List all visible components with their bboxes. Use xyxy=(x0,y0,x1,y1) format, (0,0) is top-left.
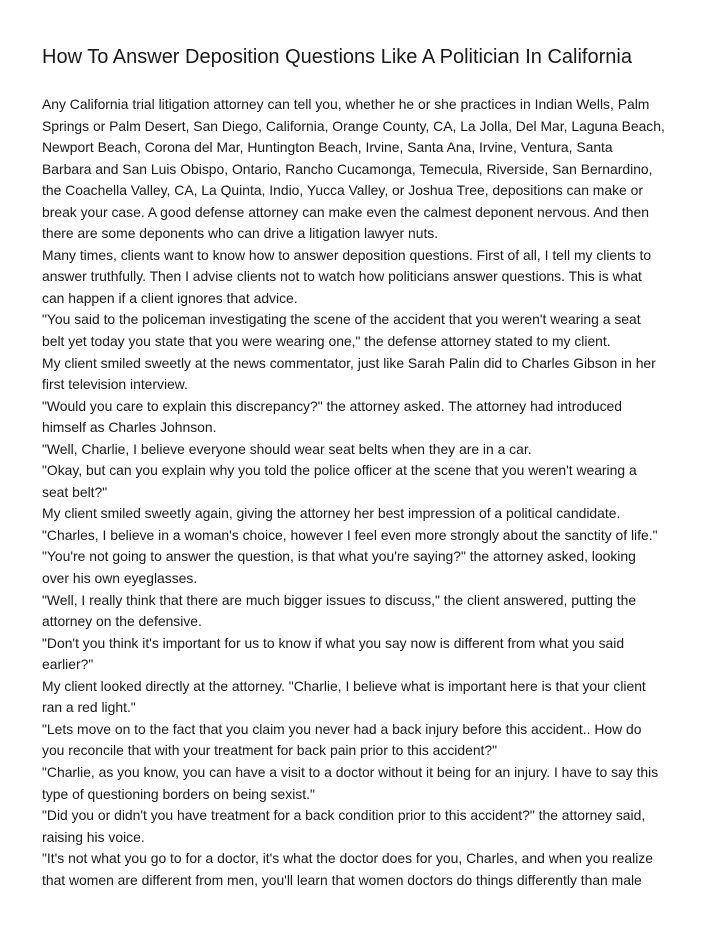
page-title: How To Answer Deposition Questions Like A Politician In California xyxy=(42,46,632,68)
text-line: first television interview. xyxy=(42,376,188,393)
text-line: belt yet today you state that you were wearing one," the defense attorney stated to my client. xyxy=(42,333,611,350)
text-line: "Well, Charlie, I believe everyone should wear seat belts when they are in a car. xyxy=(42,440,532,457)
text-line: over his own eyeglasses. xyxy=(42,570,198,587)
text-line: Barbara and San Luis Obispo, Ontario, Rancho Cucamonga, Temecula, Riverside, San Bernardino, xyxy=(42,160,653,177)
text-line: "Don't you think it's important for us to know if what you say now is different from what you said xyxy=(42,634,625,651)
text-line: "You're not going to answer the question, is that what you're saying?" the attorney asked, looking xyxy=(42,548,636,565)
text-line: Many times, clients want to know how to answer deposition questions. First of all, I tell my clients to xyxy=(42,246,652,263)
article-body xyxy=(42,94,702,891)
text-line: the Coachella Valley, CA, La Quinta, Indio, Yucca Valley, or Joshua Tree, depositions can make or xyxy=(42,182,643,199)
text-line: "Well, I really think that there are much bigger issues to discuss," the client answered, putting the xyxy=(42,591,637,608)
text-line: "Charlie, as you know, you can have a visit to a doctor without it being for an injury. I have to say this xyxy=(42,763,659,780)
text-line: seat belt?" xyxy=(42,483,108,500)
text-line: Any California trial litigation attorney can tell you, whether he or she practices in Indian Wells, Palm xyxy=(42,96,650,112)
text-line: that women are different from men, you'll learn that women doctors do things differently than male xyxy=(42,871,642,888)
text-line: "Okay, but can you explain why you told the police officer at the scene that you weren't wearing a xyxy=(42,462,637,479)
text-line: My client smiled sweetly at the news commentator, just like Sarah Palin did to Charles Gibson in her xyxy=(42,354,656,371)
text-line: earlier?" xyxy=(42,656,94,673)
text-line: ran a red light." xyxy=(42,699,136,716)
text-line: can happen if a client ignores that advice. xyxy=(42,289,298,306)
text-line: "Lets move on to the fact that you claim you never had a back injury before this accident.. How do xyxy=(42,720,642,737)
text-line: there are some deponents who can drive a litigation lawyer nuts. xyxy=(42,225,439,242)
text-line: Newport Beach, Corona del Mar, Huntington Beach, Irvine, Santa Ana, Irvine, Ventura, Santa xyxy=(42,139,613,156)
text-line: type of questioning borders on being sexist." xyxy=(42,785,315,802)
text-line: answer truthfully. Then I advise clients not to watch how politicians answer questions. This is what xyxy=(42,268,642,285)
text-line: himself as Charles Johnson. xyxy=(42,419,217,436)
text-line: "Would you care to explain this discrepancy?" the attorney asked. The attorney had introduced xyxy=(42,397,622,414)
text-line: "You said to the policeman investigating the scene of the accident that you weren't wearing a seat xyxy=(42,311,641,328)
text-line: "Did you or didn't you have treatment for a back condition prior to this accident?" the attorney said, xyxy=(42,807,646,824)
text-line: "It's not what you go to for a doctor, it's what the doctor does for you, Charles, and when you realize xyxy=(42,850,653,867)
text-line: Springs or Palm Desert, San Diego, California, Orange County, CA, La Jolla, Del Mar, Laguna Beach, xyxy=(42,117,665,134)
text-line: raising his voice. xyxy=(42,828,145,845)
text-line: My client looked directly at the attorney. "Charlie, I believe what is important here is that your client xyxy=(42,677,646,694)
text-line: break your case. A good defense attorney can make even the calmest deponent nervous. And then xyxy=(42,203,649,220)
text-line: "Charles, I believe in a woman's choice, however I feel even more strongly about the sanctity of life." xyxy=(42,526,658,543)
text-line: My client smiled sweetly again, giving the attorney her best impression of a political candidate. xyxy=(42,505,621,522)
text-line: attorney on the defensive. xyxy=(42,613,202,630)
text-line: you reconcile that with your treatment for back pain prior to this accident?" xyxy=(42,742,498,759)
